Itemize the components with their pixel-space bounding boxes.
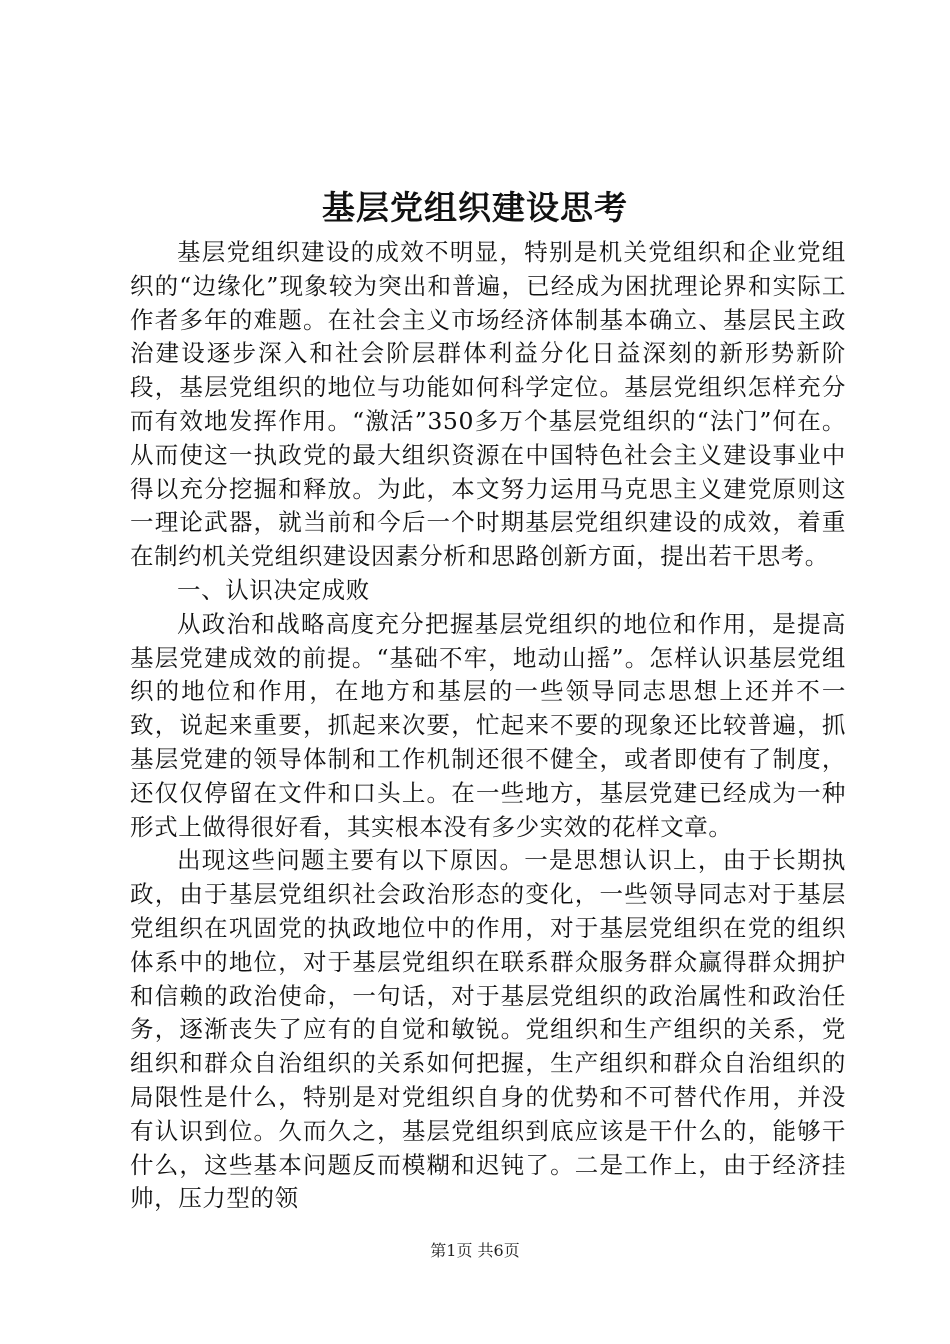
page-footer: 第1页 共6页 — [430, 1241, 520, 1260]
paragraph-section1-a: 从政治和战略高度充分把握基层党组织的地位和作用，是提高基层党建成效的前提。“基础不牢，地动山摇”。怎样认识基层党组织的地位和作用，在地方和基层的一些领导同志思想上还并不一致，说起来重要，抓起来次要，忙起来不要的现象还比较普遍，抓基层党建的领导体制和工作机制还很不健全，或者即使有了制度，还仅仅停留在文件和口头上。在一些地方，基层党建已经成为一种形式上做得很好看，其实根本没有多少实效的花样文章。 — [130, 609, 846, 841]
paragraph-intro: 基层党组织建设的成效不明显，特别是机关党组织和企业党组织的“边缘化”现象较为突出和普遍，已经成为困扰理论界和实际工作者多年的难题。在社会主义市场经济体制基本确立、基层民主政治建设逐步深入和社会阶层群体利益分化日益深刻的新形势新阶段，基层党组织的地位与功能如何科学定位。基层党组织怎样充分而有效地发挥作用。“激活”350多万个基层党组织的“法门”何在。从而使这一执政党的最大组织资源在中国特色社会主义建设事业中得以充分挖掘和释放。为此，本文努力运用马克思主义建党原则这一理论武器，就当前和今后一个时期基层党组织建设的成效，着重在制约机关党组织建设因素分析和思路创新方面，提出若干思考。 — [130, 238, 846, 571]
paragraph-section1-b: 出现这些问题主要有以下原因。一是思想认识上，由于长期执政，由于基层党组织社会政治形态的变化，一些领导同志对于基层党组织在巩固党的执政地位中的作用，对于基层党组织在党的组织体系中的地位，对于基层党组织在联系群众服务群众赢得群众拥护和信赖的政治使命，一句话，对于基层党组织的政治属性和政治任务，逐渐丧失了应有的自觉和敏锐。党组织和生产组织的关系，党组织和群众自治组织的关系如何把握，生产组织和群众自治组织的局限性是什么，特别是对党组织自身的优势和不可替代作用，并没有认识到位。久而久之，基层党组织到底应该是干什么的，能够干什么，这些基本问题反而模糊和迟钝了。二是工作上，由于经济挂帅，压力型的领 — [130, 846, 846, 1213]
document-body — [130, 236, 846, 1216]
section-heading-1: 一、认识决定成败 — [177, 575, 370, 604]
document-title: 基层党组织建设思考 — [322, 188, 628, 227]
